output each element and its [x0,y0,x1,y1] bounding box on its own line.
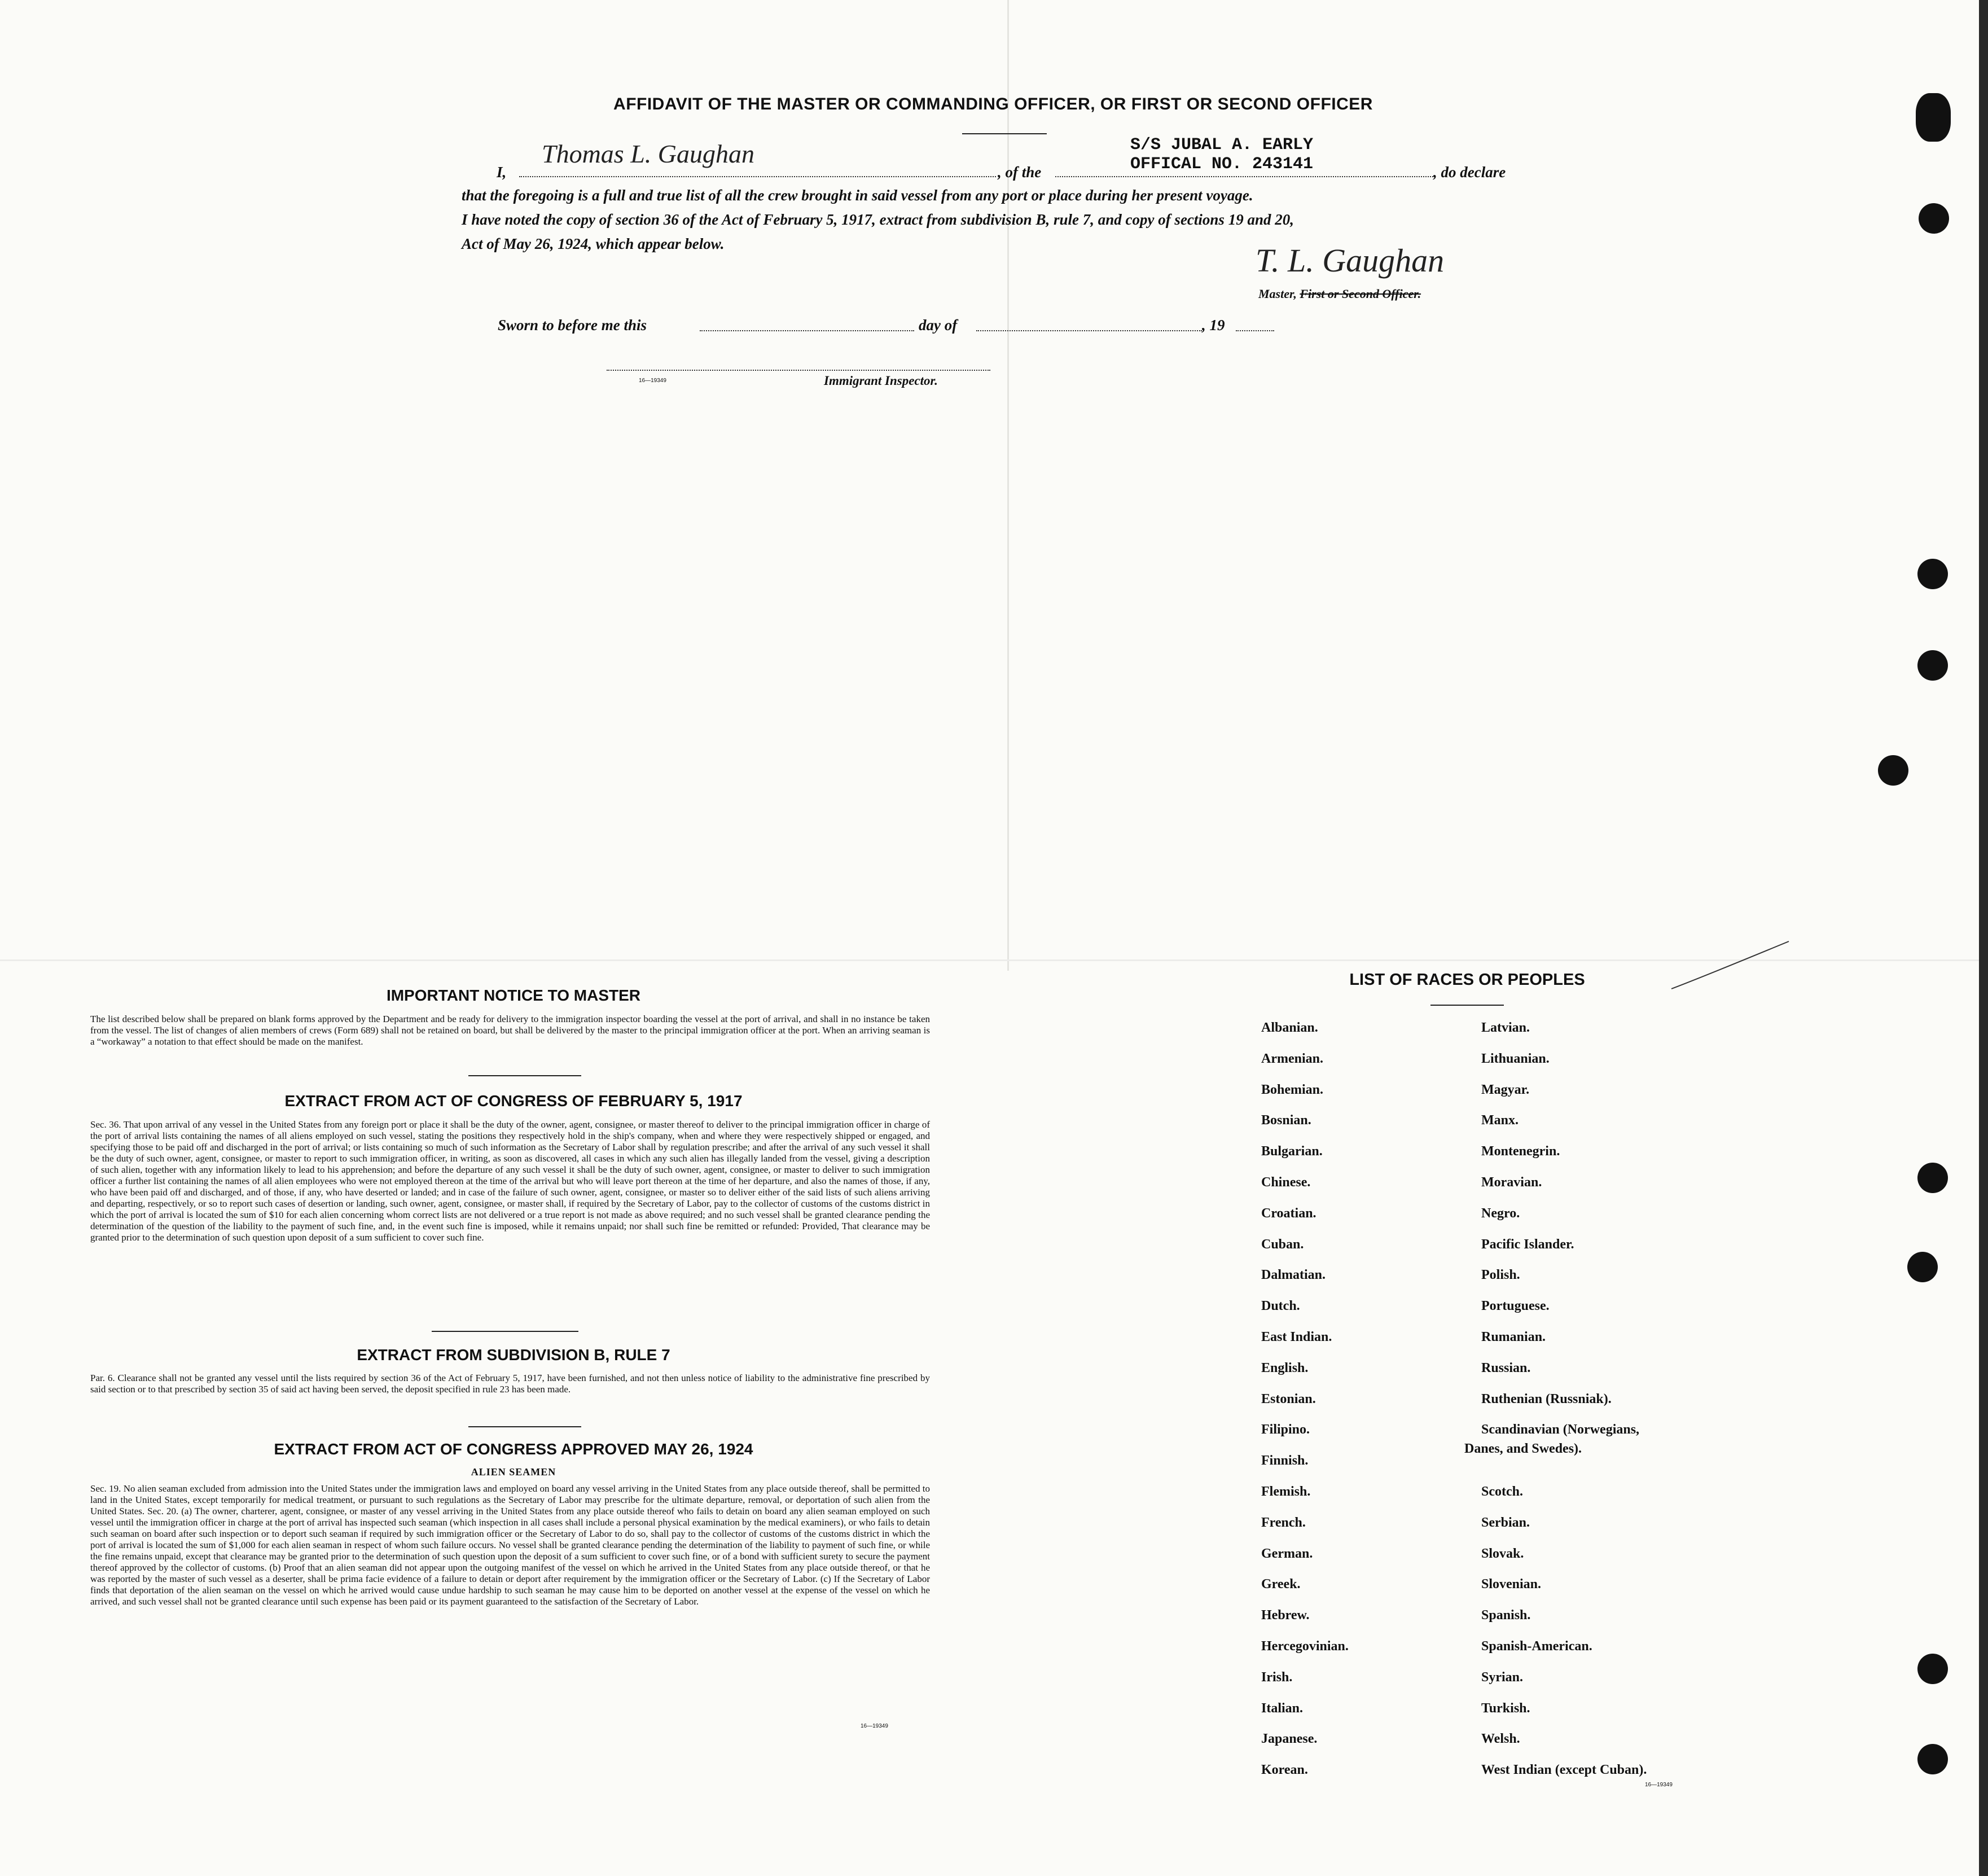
punch-hole [1917,1654,1948,1684]
race-item: Lithuanian. [1481,1051,1550,1066]
extract-1917-title: EXTRACT FROM ACT OF CONGRESS OF FEBRUARY 5, 1917 [284,1092,743,1110]
punch-hole [1917,559,1948,589]
race-item: Negro. [1481,1206,1520,1221]
race-item: Bosnian. [1261,1113,1311,1128]
scan-edge [1979,0,1988,1876]
race-item: Rumanian. [1481,1330,1546,1344]
race-item: Korean. [1261,1763,1308,1778]
punch-hole [1878,755,1908,786]
punch-hole [1916,93,1951,142]
extract-rule7-body: Par. 6. Clearance shall not be granted any vessel until the lists required by section 36 of the Act of February 5, 1917, have been furnished, and not then unless notice of liability to the administrative fine prescribed by said section or to that prescribed by section 35 of said act having been served, the deposit specified in rule 23 has been made. [90,1373,930,1395]
race-item: Filipino. [1261,1422,1310,1437]
race-item: Italian. [1261,1700,1304,1716]
divider [962,133,1047,134]
race-item: Chinese. [1261,1175,1311,1190]
officer-name: Thomas L. Gaughan [542,139,755,168]
race-item: Montenegrin. [1481,1144,1560,1159]
race-item: Manx. [1481,1113,1519,1128]
race-item: Welsh. [1481,1732,1520,1747]
i-label: I, [497,164,507,181]
extract-1924-subtitle: ALIEN SEAMEN [471,1466,556,1478]
form-number-races: 16—19349 [1645,1782,1673,1788]
race-item: Croatian. [1261,1206,1316,1221]
race-item: Ruthenian (Russniak). [1481,1391,1612,1406]
punch-hole [1907,1252,1938,1282]
vessel-stamp-line2: OFFICAL NO. 243141 [1130,155,1314,174]
race-item: Bohemian. [1261,1082,1324,1097]
race-item: West Indian (except Cuban). [1481,1763,1647,1778]
race-item: Pacific Islander. [1481,1237,1574,1252]
race-item: English. [1261,1360,1309,1375]
race-item: Cuban. [1261,1237,1304,1252]
race-item: East Indian. [1261,1330,1332,1344]
inspector-blank [607,370,990,371]
race-item: Syrian. [1481,1669,1524,1685]
race-item: Danes, and Swedes). [1464,1441,1582,1457]
master-signature: T. L. Gaughan [1256,242,1445,279]
sworn-label: Sworn to before me this [498,317,647,334]
race-item: Dutch. [1261,1299,1300,1314]
signer-caption [1258,287,1421,301]
race-item: Irish. [1261,1669,1293,1685]
sworn-month-blank [976,330,1202,331]
signer-caption-struck: First or Second Officer. [1300,287,1421,301]
day-of-label: day of [919,317,958,334]
notice-title: IMPORTANT NOTICE TO MASTER [386,987,641,1004]
pen-mark [1670,937,1794,993]
race-item: Russian. [1481,1360,1531,1375]
race-item: Spanish. [1481,1608,1531,1623]
punch-hole [1917,1163,1948,1193]
punch-hole [1919,203,1949,234]
name-blank [519,176,996,177]
declaration-line-3: I have noted the copy of section 36 of the Act of February 5, 1917, extract from subdivision B, rule 7, and copy of sections 19 and 20, [462,211,1294,228]
extract-1917-body: Sec. 36. That upon arrival of any vessel in the United States from any foreign port or place it shall be the duty of the owner, agent, consignee, or master thereof to deliver to the principal immigration officer in charge of the port of arrival lists containing the names of all aliens employed on such vessel, stating the positions they respectively hold in the ship's company, when and where they were respectively shipped or engaged, and specifying those to be paid off and discharged in the port of arrival; or lists containing so much of such information as the Secretary of Labor shall by regulation prescribe; and after the arrival of any such vessel it shall be the duty of such owner, agent, consignee, or master to report to such immigration officer, in writing, as soon as discovered, all cases in which any such alien has illegally landed from the vessel, giving a description of such alien, together with any information likely to lead to his apprehension; and before the departure of any such vessel it shall be the duty of such owner, agent, consignee, or master to deliver to such immigration officer a further list containing the names of all alien employees who were not employed thereon at the time of the arrival but who will leave port thereon at the time of her departure, and also the names of those, if any, who have been paid off and discharged, and of those, if any, who have deserted or landed; and in case of the failure of such owner, agent, consignee, or master so to deliver either of the said lists of such aliens arriving and departing, respectively, or so to report such cases of desertion or landing, such owner, agent, consignee, or master shall, if required by the Secretary of Labor, pay to the collector of customs of the customs district in which the port of arrival is located the sum of $10 for each alien concerning whom correct lists are not delivered or a true report is not made as above required; and no such vessel shall be granted clearance pending the determination of the question of the liability to the payment of such fine, and, in the event such fine is imposed, while it remains unpaid; nor shall such fine be remitted or refunded: Provided, That clearance may be granted prior to the determination of such question upon deposit of a sum sufficient to cover such fine. [90,1119,930,1243]
inspector-caption: Immigrant Inspector. [824,374,938,388]
race-item: German. [1261,1546,1313,1561]
do-declare-label: , do declare [1433,164,1506,181]
notice-body: The list described below shall be prepared on blank forms approved by the Department and be ready for delivery to the immigration inspector boarding the vessel at the port of arrival, and shall in no instance be taken from the vessel. The list of changes of alien members of crews (Form 689) shall not be retained on board, but shall be delivered by the master to the principal immigration officer at the port. When an arriving seaman is a “workaway” a notation to that effect should be made on the manifest. [90,1014,930,1047]
sworn-year-blank [1236,330,1274,331]
race-item: Moravian. [1481,1175,1542,1190]
race-item: Estonian. [1261,1391,1316,1406]
affidavit-title: AFFIDAVIT OF THE MASTER OR COMMANDING OFFICER, OR FIRST OR SECOND OFFICER [613,95,1373,113]
race-item: Latvian. [1481,1020,1530,1035]
extract-rule7-title: EXTRACT FROM SUBDIVISION B, RULE 7 [357,1346,670,1364]
divider [468,1426,581,1427]
race-item: Dalmatian. [1261,1268,1326,1283]
race-item: Portuguese. [1481,1299,1550,1314]
declaration-line-4: Act of May 26, 1924, which appear below. [462,235,725,252]
form-number-top: 16—19349 [639,378,666,384]
race-item: Flemish. [1261,1484,1311,1499]
race-item: Japanese. [1261,1732,1318,1747]
race-item: Scotch. [1481,1484,1523,1499]
punch-hole [1917,1744,1948,1774]
race-item: Serbian. [1481,1515,1530,1530]
race-item: Bulgarian. [1261,1144,1323,1159]
year-label: , 19 [1202,317,1225,334]
race-item: Finnish. [1261,1453,1309,1469]
divider [468,1075,581,1076]
races-title: LIST OF RACES OR PEOPLES [1349,971,1585,989]
sworn-day-blank [700,330,914,331]
race-item: Albanian. [1261,1020,1318,1035]
fold-line-vertical [1007,0,1009,971]
divider [432,1331,578,1332]
race-item: Hebrew. [1261,1608,1310,1623]
vessel-stamp-line1: S/S JUBAL A. EARLY [1130,135,1314,155]
race-item: Scandinavian (Norwegians, [1481,1422,1640,1437]
race-item: French. [1261,1515,1306,1530]
declaration-line-2: that the foregoing is a full and true list of all the crew brought in said vessel from any port or place during her present voyage. [462,187,1253,204]
of-the-label: , of the [998,164,1042,181]
extract-1924-body: Sec. 19. No alien seaman excluded from admission into the United States under the immigration laws and employed on board any vessel arriving in the United States from any place outside thereof, shall be permitted to land in the United States, except temporarily for medical treatment, or pursuant to such regulations as the Secretary of Labor may prescribe for the ultimate departure, removal, or deportation of such alien from the United States. Sec. 20. (a) The owner, charterer, agent, consignee, or master of any vessel arriving in the United States from any place outside thereof who fails to detain on board any alien seaman employed on such vessel until the immigration officer in charge at the port of arrival has inspected such seaman (which inspection in all cases shall include a personal physical examination by the medical examiners), or who fails to detain such seaman on board after such inspection or to deport such seaman if required by such immigration officer or the Secretary of Labor to do so, shall pay to the collector of customs of the customs district in which the port of arrival is located the sum of $1,000 for each alien seaman in respect of whom such failure occurs. No vessel shall be granted clearance pending the determination of the liability to payment of such fine, or while the fine remains unpaid, except that clearance may be granted prior to the determination of such question upon the deposit of a sum sufficient to cover such fine, or of a bond with sufficient surety to secure the payment thereof approved by the collector of customs. (b) Proof that an alien seaman did not appear upon the outgoing manifest of the vessel on which he arrived in the United States from any place outside thereof, or that he was reported by the master of such vessel as a deserter, shall be prima facie evidence of a failure to detain or deport after requirement by the immigration officer or the Secretary of Labor. (c) If the Secretary of Labor finds that deportation of the alien seaman on the vessel on which he arrived would cause undue hardship to such seaman he may cause him to be deported on another vessel at the expense of the vessel on which he arrived, and such vessel shall not be granted clearance until such expense has been paid or its payment guaranteed to the satisfaction of the Secretary of Labor. [90,1483,930,1607]
vessel-blank [1055,176,1433,177]
signer-caption-master: Master, [1258,287,1297,301]
race-item: Slovenian. [1481,1577,1542,1592]
divider [1430,1005,1504,1006]
race-item: Slovak. [1481,1546,1524,1561]
punch-hole [1917,650,1948,681]
race-item: Armenian. [1261,1051,1323,1066]
race-item: Turkish. [1481,1700,1530,1716]
form-number-extract: 16—19349 [861,1723,888,1729]
race-item: Hercegovinian. [1261,1639,1349,1654]
race-item: Greek. [1261,1577,1301,1592]
race-item: Magyar. [1481,1082,1530,1097]
extract-1924-title: EXTRACT FROM ACT OF CONGRESS APPROVED MAY 26, 1924 [274,1440,753,1458]
race-item: Polish. [1481,1268,1520,1283]
race-item: Spanish-American. [1481,1639,1592,1654]
